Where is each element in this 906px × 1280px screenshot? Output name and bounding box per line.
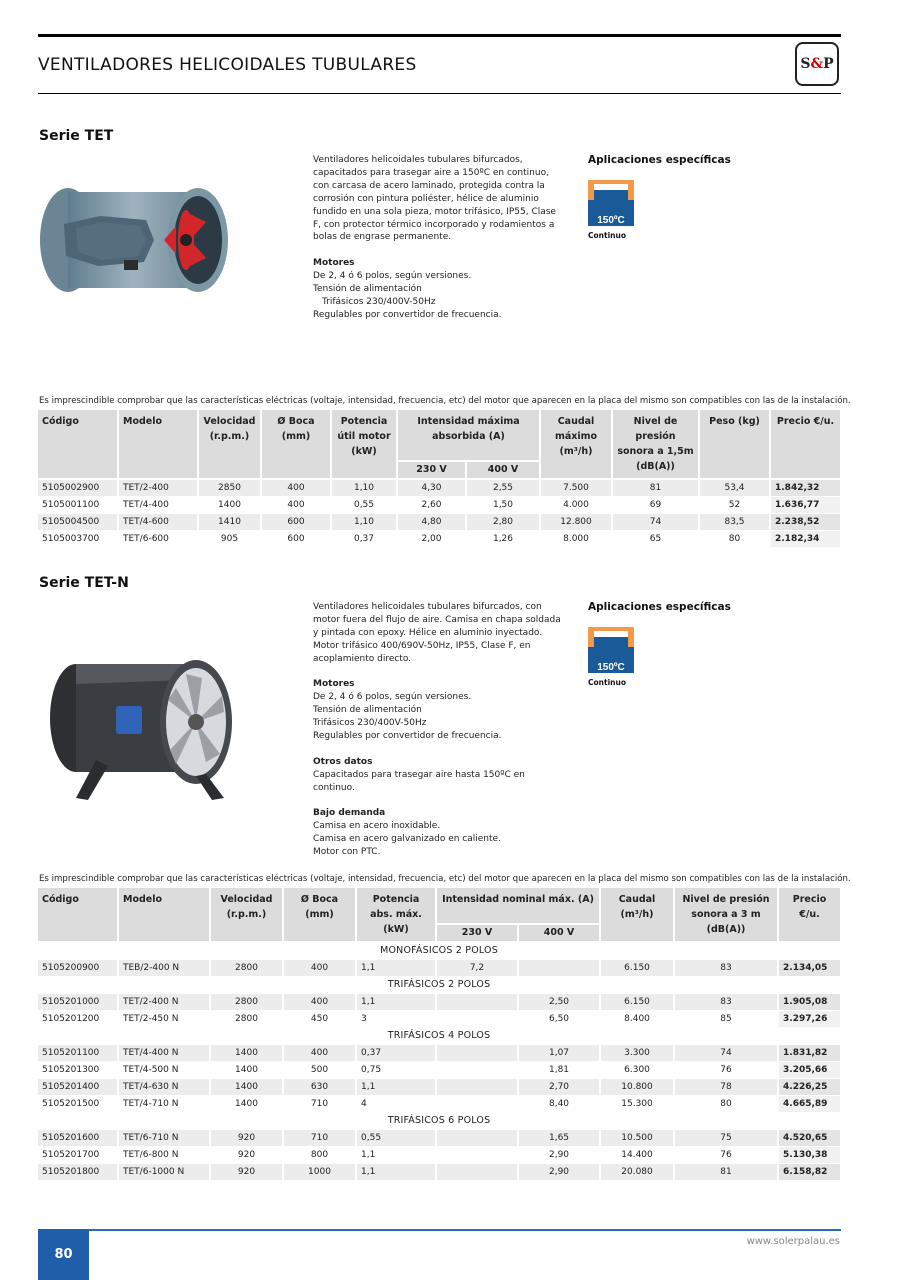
table-cell: 2,55 xyxy=(466,479,540,497)
tet-motores-line: Tensión de alimentación xyxy=(313,284,422,295)
col-velocidad: Velocidad (r.p.m.) xyxy=(210,888,283,942)
table-cell: 2,00 xyxy=(397,531,466,548)
tet-note: Es imprescindible comprobar que las características eléctricas (voltaje, intensidad, frecuencia, etc) del motor que aparecen en la placa del mismo son compatibles con las de la instalación. xyxy=(39,396,851,406)
table-cell: 81 xyxy=(612,479,699,497)
tetn-bajo-line: Camisa en acero inoxidable. xyxy=(313,821,441,832)
table-cell xyxy=(436,1011,518,1028)
page-title: VENTILADORES HELICOIDALES TUBULARES xyxy=(38,55,417,75)
table-cell: 6,50 xyxy=(518,1011,600,1028)
col-nivel: Nivel de presión sonora a 1,5m (dB(A)) xyxy=(612,410,699,479)
table-cell: 85 xyxy=(674,1011,778,1028)
table-cell: 0,75 xyxy=(356,1062,436,1079)
table-cell: 1400 xyxy=(210,1096,283,1113)
table-cell: 8.000 xyxy=(540,531,612,548)
table-cell: 5105201300 xyxy=(38,1062,118,1079)
table-cell xyxy=(436,1045,518,1062)
table-cell: 1400 xyxy=(198,497,261,514)
series-tet-title: Serie TET xyxy=(39,128,114,144)
table-cell: 3.205,66 xyxy=(778,1062,841,1079)
tet-description xyxy=(313,154,563,322)
table-cell: 8.400 xyxy=(600,1011,674,1028)
table-cell: 65 xyxy=(612,531,699,548)
table-cell: 1410 xyxy=(198,514,261,531)
table-cell: 5.130,38 xyxy=(778,1147,841,1164)
col-400v: 400 V xyxy=(466,461,540,479)
tet-spec-table xyxy=(38,410,842,548)
table-cell: 5105201000 xyxy=(38,994,118,1011)
table-cell: 76 xyxy=(674,1147,778,1164)
tetn-motores-line: Regulables por convertidor de frecuencia. xyxy=(313,731,502,742)
tet-motores-line: Regulables por convertidor de frecuencia. xyxy=(313,309,502,320)
table-cell: 400 xyxy=(283,1045,356,1062)
page-number: 80 xyxy=(38,1229,89,1280)
table-cell: 2.182,34 xyxy=(770,531,841,548)
tet-badge-label: Continuo xyxy=(588,231,626,240)
table-cell: 2.134,05 xyxy=(778,960,841,977)
table-cell: 0,55 xyxy=(331,497,397,514)
table-cell: 4,30 xyxy=(397,479,466,497)
tet-motores-title: Motores xyxy=(313,258,355,269)
col-caudal: Caudal (m³/h) xyxy=(600,888,674,942)
table-cell: 83 xyxy=(674,994,778,1011)
table-cell: 0,37 xyxy=(331,531,397,548)
table-cell: 1,1 xyxy=(356,1164,436,1181)
table-cell: 74 xyxy=(612,514,699,531)
table-row xyxy=(38,1096,841,1113)
tetn-apps-title: Aplicaciones específicas xyxy=(588,601,731,613)
table-cell xyxy=(436,1062,518,1079)
table-cell: 1,1 xyxy=(356,994,436,1011)
col-caudal: Caudal máximo (m³/h) xyxy=(540,410,612,479)
table-cell: 1400 xyxy=(210,1062,283,1079)
group-label: TRIFÁSICOS 2 POLOS xyxy=(38,977,841,994)
table-cell: TET/2-400 xyxy=(118,479,198,497)
table-cell: 710 xyxy=(283,1096,356,1113)
table-cell: 6.300 xyxy=(600,1062,674,1079)
table-cell: 5105201100 xyxy=(38,1045,118,1062)
header-bottom-rule xyxy=(38,93,841,94)
table-cell xyxy=(436,1096,518,1113)
table-cell: TET/6-600 xyxy=(118,531,198,548)
tet-motores-line: Trifásicos 230/400V-50Hz xyxy=(322,296,436,307)
table-cell: 2,70 xyxy=(518,1079,600,1096)
table-cell: 600 xyxy=(261,514,331,531)
col-peso: Peso (kg) xyxy=(699,410,770,479)
table-cell: 5105003700 xyxy=(38,531,118,548)
table-cell: 53,4 xyxy=(699,479,770,497)
table-cell: 20.080 xyxy=(600,1164,674,1181)
col-400v: 400 V xyxy=(518,924,600,942)
table-cell: 1,10 xyxy=(331,514,397,531)
col-boca: Ø Boca (mm) xyxy=(261,410,331,479)
table-cell: 2800 xyxy=(210,960,283,977)
table-cell: 920 xyxy=(210,1164,283,1181)
col-potencia: Potencia abs. máx. (kW) xyxy=(356,888,436,942)
table-cell: 1,81 xyxy=(518,1062,600,1079)
table-row xyxy=(38,994,841,1011)
table-row xyxy=(38,497,841,514)
table-cell: 6.158,82 xyxy=(778,1164,841,1181)
table-cell: 8,40 xyxy=(518,1096,600,1113)
tetn-bajo-line: Motor con PTC. xyxy=(313,847,381,858)
table-cell: 4.000 xyxy=(540,497,612,514)
group-row xyxy=(38,977,841,994)
col-precio: Precio €/u. xyxy=(778,888,841,942)
group-label: TRIFÁSICOS 4 POLOS xyxy=(38,1028,841,1045)
table-cell: 3.297,26 xyxy=(778,1011,841,1028)
tetn-description xyxy=(313,601,563,859)
table-cell: 1,50 xyxy=(466,497,540,514)
series-tetn-title: Serie TET-N xyxy=(39,575,129,591)
header-top-rule xyxy=(38,34,841,37)
col-modelo: Modelo xyxy=(118,888,210,942)
table-cell: 400 xyxy=(261,479,331,497)
table-row xyxy=(38,1164,841,1181)
table-cell: 630 xyxy=(283,1079,356,1096)
table-cell: 7.500 xyxy=(540,479,612,497)
table-cell: 1.842,32 xyxy=(770,479,841,497)
col-230v: 230 V xyxy=(436,924,518,942)
tet-fan-image xyxy=(36,182,236,300)
tet-motores-line: De 2, 4 ó 6 polos, según versiones. xyxy=(313,271,472,282)
col-boca: Ø Boca (mm) xyxy=(283,888,356,942)
table-cell: 1,1 xyxy=(356,1147,436,1164)
table-cell: TET/4-400 N xyxy=(118,1045,210,1062)
table-cell: TET/6-710 N xyxy=(118,1130,210,1147)
table-cell: 2,80 xyxy=(466,514,540,531)
table-cell: 1,1 xyxy=(356,960,436,977)
table-cell: 5105201800 xyxy=(38,1164,118,1181)
table-cell: 2850 xyxy=(198,479,261,497)
table-cell: 5105201700 xyxy=(38,1147,118,1164)
table-cell: 74 xyxy=(674,1045,778,1062)
group-row xyxy=(38,1028,841,1045)
table-cell: 1,26 xyxy=(466,531,540,548)
tetn-motores-line: Trifásicos 230/400V-50Hz xyxy=(313,718,427,729)
table-cell xyxy=(436,1164,518,1181)
table-cell: 80 xyxy=(674,1096,778,1113)
table-row xyxy=(38,479,841,497)
table-cell: 4.226,25 xyxy=(778,1079,841,1096)
table-cell: 4 xyxy=(356,1096,436,1113)
table-row xyxy=(38,1147,841,1164)
table-cell: 0,37 xyxy=(356,1045,436,1062)
table-cell: 400 xyxy=(261,497,331,514)
table-cell: 6.150 xyxy=(600,960,674,977)
temperature-150-badge-icon xyxy=(588,180,634,226)
table-cell: 1,07 xyxy=(518,1045,600,1062)
table-cell: 10.800 xyxy=(600,1079,674,1096)
table-cell: 5105002900 xyxy=(38,479,118,497)
table-cell: 5105201600 xyxy=(38,1130,118,1147)
table-cell: TET/4-710 N xyxy=(118,1096,210,1113)
group-row xyxy=(38,942,841,960)
table-cell: TET/4-600 xyxy=(118,514,198,531)
tetn-motores-line: Tensión de alimentación xyxy=(313,705,422,716)
table-cell: 1000 xyxy=(283,1164,356,1181)
table-cell: 69 xyxy=(612,497,699,514)
table-cell: 450 xyxy=(283,1011,356,1028)
table-cell: 1,1 xyxy=(356,1079,436,1096)
table-cell: 76 xyxy=(674,1062,778,1079)
table-cell: 1400 xyxy=(210,1079,283,1096)
col-230v: 230 V xyxy=(397,461,466,479)
col-intensidad: Intensidad nominal máx. (A) xyxy=(436,888,600,924)
table-cell: 1,10 xyxy=(331,479,397,497)
table-cell: 0,55 xyxy=(356,1130,436,1147)
tetn-spec-table xyxy=(38,888,842,1181)
table-cell xyxy=(436,1130,518,1147)
table-row xyxy=(38,1062,841,1079)
table-cell: TET/6-1000 N xyxy=(118,1164,210,1181)
tetn-bajo-title: Bajo demanda xyxy=(313,808,386,819)
table-cell: 1,65 xyxy=(518,1130,600,1147)
table-cell: 920 xyxy=(210,1130,283,1147)
table-cell: 1.831,82 xyxy=(778,1045,841,1062)
table-cell xyxy=(518,960,600,977)
table-cell: 500 xyxy=(283,1062,356,1079)
table-cell: 4.665,89 xyxy=(778,1096,841,1113)
tet-description-text: Ventiladores helicoidales tubulares bifurcados, capacitados para trasegar aire a 150ºC en continuo, con carcasa de acero laminado, protegida contra la corrosión con pintura poliéster, hélice de aluminio fundido en una sola pieza, motor trifásico, IP55, Clase F, con protector térmico incorporado y rodamientos a bolas de engrase permanente. xyxy=(313,155,556,243)
table-row xyxy=(38,1079,841,1096)
col-potencia: Potencia útil motor (kW) xyxy=(331,410,397,479)
col-intensidad: Intensidad máxima absorbida (A) xyxy=(397,410,540,461)
table-cell: 5105201500 xyxy=(38,1096,118,1113)
table-cell: 600 xyxy=(261,531,331,548)
table-cell: 5105201200 xyxy=(38,1011,118,1028)
table-cell: 800 xyxy=(283,1147,356,1164)
table-cell: 83,5 xyxy=(699,514,770,531)
col-nivel: Nivel de presión sonora a 3 m (dB(A)) xyxy=(674,888,778,942)
col-codigo: Código xyxy=(38,410,118,479)
table-cell: 2,60 xyxy=(397,497,466,514)
table-cell xyxy=(436,1147,518,1164)
table-cell: 5105200900 xyxy=(38,960,118,977)
tetn-otros-text: Capacitados para trasegar aire hasta 150ºC en continuo. xyxy=(313,769,525,793)
col-modelo: Modelo xyxy=(118,410,198,479)
col-precio: Precio €/u. xyxy=(770,410,841,479)
table-cell: 12.800 xyxy=(540,514,612,531)
table-cell: 2.238,52 xyxy=(770,514,841,531)
group-label: TRIFÁSICOS 6 POLOS xyxy=(38,1113,841,1130)
table-cell: TET/4-500 N xyxy=(118,1062,210,1079)
table-cell: 5105001100 xyxy=(38,497,118,514)
table-row xyxy=(38,1011,841,1028)
tet-apps-title: Aplicaciones específicas xyxy=(588,154,731,166)
table-cell: 400 xyxy=(283,960,356,977)
table-cell: 81 xyxy=(674,1164,778,1181)
table-cell: 1.905,08 xyxy=(778,994,841,1011)
table-cell: 2,90 xyxy=(518,1147,600,1164)
table-row xyxy=(38,960,841,977)
table-cell: 52 xyxy=(699,497,770,514)
table-cell: 83 xyxy=(674,960,778,977)
table-row xyxy=(38,1130,841,1147)
table-cell: 10.500 xyxy=(600,1130,674,1147)
table-cell: 905 xyxy=(198,531,261,548)
table-cell: 2800 xyxy=(210,1011,283,1028)
table-cell: 80 xyxy=(699,531,770,548)
group-label: MONOFÁSICOS 2 POLOS xyxy=(38,942,841,960)
tetn-motores-line: De 2, 4 ó 6 polos, según versiones. xyxy=(313,692,472,703)
table-cell xyxy=(436,1079,518,1096)
table-row xyxy=(38,531,841,548)
table-cell: 4,80 xyxy=(397,514,466,531)
tetn-fan-image xyxy=(36,650,236,805)
table-cell xyxy=(436,994,518,1011)
table-cell: 75 xyxy=(674,1130,778,1147)
table-cell: 7,2 xyxy=(436,960,518,977)
table-row xyxy=(38,1045,841,1062)
table-cell: TET/6-800 N xyxy=(118,1147,210,1164)
table-cell: TET/4-400 xyxy=(118,497,198,514)
tetn-note: Es imprescindible comprobar que las características eléctricas (voltaje, intensidad, frecuencia, etc) del motor que aparecen en la placa del mismo son compatibles con las de la instalación. xyxy=(39,874,851,884)
table-cell: TET/2-450 N xyxy=(118,1011,210,1028)
table-cell: 1400 xyxy=(210,1045,283,1062)
table-cell: 2,50 xyxy=(518,994,600,1011)
table-cell: 15.300 xyxy=(600,1096,674,1113)
table-cell: 920 xyxy=(210,1147,283,1164)
table-cell: 5105201400 xyxy=(38,1079,118,1096)
tetn-motores-title: Motores xyxy=(313,679,355,690)
table-cell: 6.150 xyxy=(600,994,674,1011)
table-cell: 14.400 xyxy=(600,1147,674,1164)
tetn-badge-temp: 150ºC xyxy=(597,662,625,673)
tetn-bajo-line: Camisa en acero galvanizado en caliente. xyxy=(313,834,501,845)
temperature-150-badge-icon xyxy=(588,627,634,673)
table-cell: TET/4-630 N xyxy=(118,1079,210,1096)
table-cell: TET/2-400 N xyxy=(118,994,210,1011)
tet-badge-temp: 150ºC xyxy=(597,215,625,226)
tetn-description-text: Ventiladores helicoidales tubulares bifurcados, con motor fuera del flujo de aire. Camisa en chapa soldada y pintada con epoxy. Hélice en aluminio inyectado. Motor trifásico 400/690V-50Hz, IP55, Clase F, en acoplamiento directo. xyxy=(313,602,561,664)
table-cell: 2800 xyxy=(210,994,283,1011)
table-cell: 400 xyxy=(283,994,356,1011)
group-row xyxy=(38,1113,841,1130)
col-codigo: Código xyxy=(38,888,118,942)
tetn-badge-label: Continuo xyxy=(588,678,626,687)
table-cell: 3.300 xyxy=(600,1045,674,1062)
table-cell: 78 xyxy=(674,1079,778,1096)
brand-logo: S&P xyxy=(795,42,839,86)
table-cell: 710 xyxy=(283,1130,356,1147)
footer-url: www.solerpalau.es xyxy=(746,1236,840,1247)
table-cell: 1.636,77 xyxy=(770,497,841,514)
tetn-otros-title: Otros datos xyxy=(313,756,373,767)
table-cell: 2,90 xyxy=(518,1164,600,1181)
col-velocidad: Velocidad (r.p.m.) xyxy=(198,410,261,479)
table-cell: 4.520,65 xyxy=(778,1130,841,1147)
table-cell: 5105004500 xyxy=(38,514,118,531)
table-row xyxy=(38,514,841,531)
footer-rule xyxy=(38,1229,841,1231)
table-cell: 3 xyxy=(356,1011,436,1028)
table-cell: TEB/2-400 N xyxy=(118,960,210,977)
